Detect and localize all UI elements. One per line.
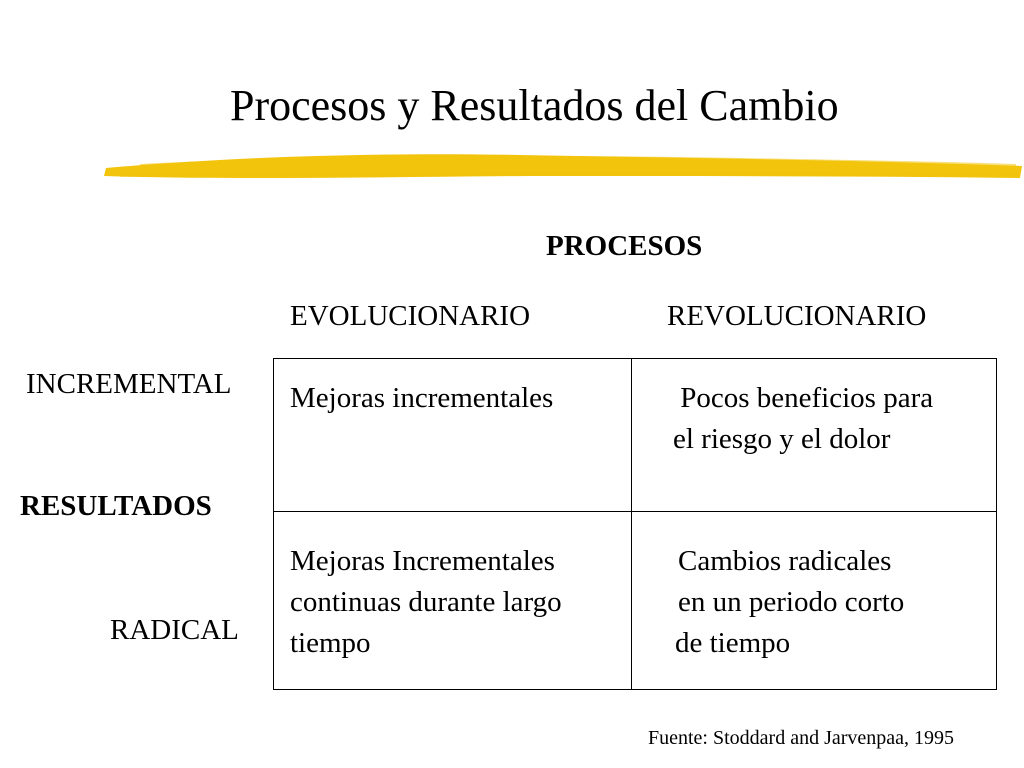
highlighter-stroke [100, 146, 1024, 186]
cell-text-line: en un periodo corto [678, 586, 905, 618]
cell-text-line: Mejoras incrementales [290, 382, 554, 414]
cell-text-line: Pocos beneficios para [673, 382, 934, 414]
cell-incremental-revolutionary [673, 378, 933, 460]
row-label-radical: RADICAL [110, 614, 239, 646]
row-label-incremental: INCREMENTAL [26, 368, 232, 400]
cell-text-line: el riesgo y el dolor [673, 423, 891, 455]
source-citation: Fuente: Stoddard and Jarvenpaa, 1995 [648, 727, 955, 749]
matrix-horizontal-divider [273, 511, 997, 512]
cell-text-line: continuas durante largo [290, 586, 562, 618]
slide-title: Procesos y Resultados del Cambio [230, 81, 839, 130]
cell-incremental-evolutionary [290, 378, 553, 419]
cell-radical-evolutionary [290, 541, 562, 664]
cell-text-line: Cambios radicales [678, 545, 892, 577]
cell-text-line: tiempo [290, 627, 371, 659]
cell-text-line: Mejoras Incrementales [290, 545, 555, 577]
results-heading: RESULTADOS [20, 490, 212, 522]
column-header-revolutionary: REVOLUCIONARIO [667, 300, 927, 332]
column-header-evolutionary: EVOLUCIONARIO [290, 300, 531, 332]
cell-radical-revolutionary [675, 541, 904, 664]
matrix-vertical-divider [631, 358, 632, 690]
processes-heading: PROCESOS [546, 230, 703, 262]
cell-text-line: de tiempo [675, 627, 791, 659]
